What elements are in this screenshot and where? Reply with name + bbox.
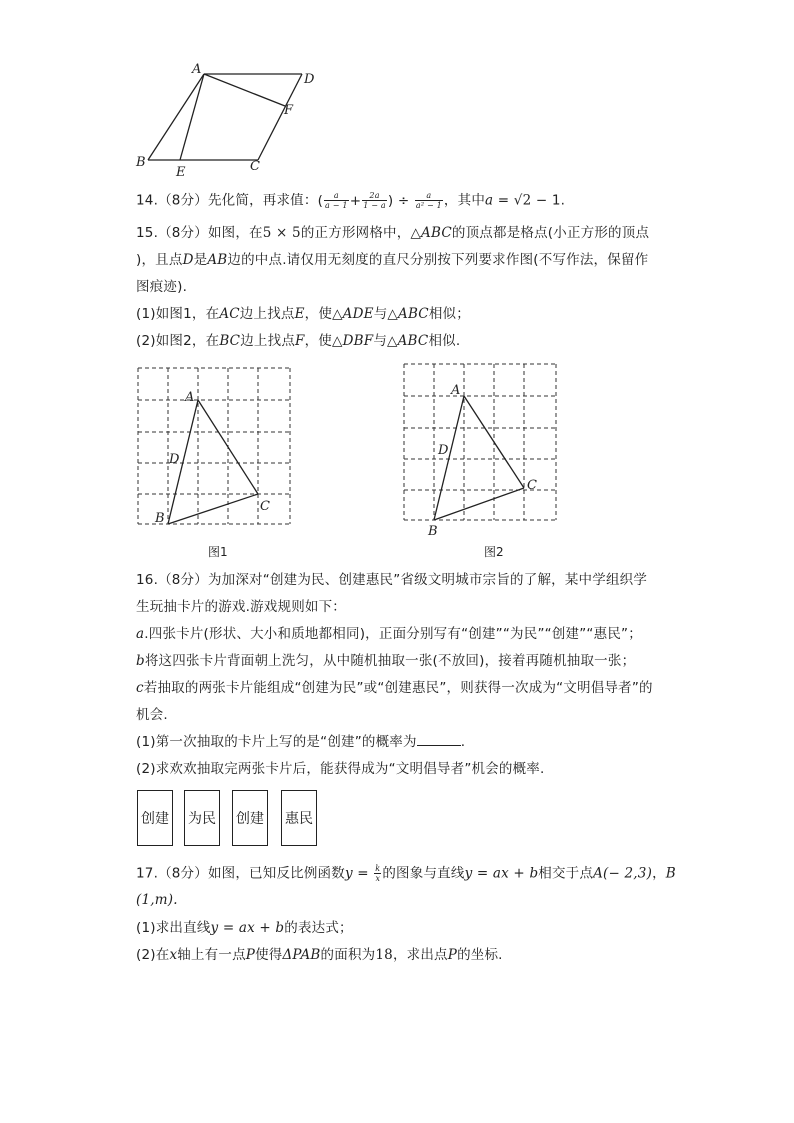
card-2: 为民 <box>184 790 220 846</box>
figure-1-grid <box>130 362 300 537</box>
question-17-part2: (2)在x轴上有一点P使得ΔPAB的面积为18，求出点P的坐标. <box>136 947 503 963</box>
fig2-label-D: D <box>438 443 449 458</box>
question-15-part2: (2)如图2，在BC边上找点F，使△DBF与△ABC相似. <box>136 333 461 349</box>
question-15-line1: 15.（8分）如图，在5 × 5的正方形网格中，△ABC的顶点都是格点(小正方形的顶点 <box>136 225 650 241</box>
card-4: 惠民 <box>281 790 317 846</box>
fig2-label-A: A <box>451 383 461 398</box>
question-15-line3: 图痕迹). <box>136 279 188 295</box>
question-16-rule-a: a.四张卡片(形状、大小和质地都相同)，正面分别写有“创建”“为民”“创建”“惠民”； <box>136 626 642 642</box>
label-A: A <box>192 62 202 77</box>
question-16-rule-b: b将这四张卡片背面朝上洗匀，从中随机抽取一张(不放回)，接着再随机抽取一张； <box>136 653 636 669</box>
fig1-label-D: D <box>169 452 180 467</box>
figure-1-caption: 图1 <box>208 545 228 559</box>
q14-expression: ( $\frac{a}{a - 1}$ + $\frac{2a}{1 - a}$ ) ÷ $\frac{a}{\text{a² − 1}}$ <box>317 191 442 210</box>
card-1: 创建 <box>137 790 173 846</box>
label-C: C <box>250 159 260 174</box>
label-B: B <box>136 155 146 170</box>
answer-blank[interactable] <box>417 733 461 746</box>
figure-2-grid <box>396 358 566 538</box>
card-3: 创建 <box>232 790 268 846</box>
question-15-line2: )，且点D是AB边的中点.请仅用无刻度的直尺分别按下列要求作图(不写作法，保留作 <box>136 252 649 268</box>
label-F: F <box>284 103 294 118</box>
figure-2-caption: 图2 <box>484 545 504 559</box>
label-E: E <box>176 165 186 180</box>
fig1-label-C: C <box>260 499 270 514</box>
question-17-part1: (1)求出直线y = ax + b的表达式； <box>136 920 353 936</box>
question-17-line2: (1,m). <box>136 892 178 908</box>
question-17-line1: 17.（8分）如图，已知反比例函数y = $\frac{k}{x}$ 的图象与直线y = ax + b相交于点A(− 2,3)，B <box>136 864 676 883</box>
fig2-label-B: B <box>428 524 438 538</box>
question-16-part2: (2)求欢欢抽取完两张卡片后，能获得成为“文明倡导者”机会的概率. <box>136 761 545 777</box>
fig1-label-A: A <box>185 390 195 405</box>
question-16-line2: 生玩抽卡片的游戏.游戏规则如下： <box>136 599 346 615</box>
fig2-label-C: C <box>527 478 537 493</box>
fig1-label-B: B <box>155 511 165 526</box>
question-16-rule-c2: 机会. <box>136 707 168 723</box>
question-16-part1: (1)第一次抽取的卡片上写的是“创建”的概率为 . <box>136 734 466 750</box>
question-16-line1: 16.（8分）为加深对“创建为民、创建惠民”省级文明城市宗旨的了解，某中学组织学 <box>136 572 648 588</box>
label-D: D <box>304 72 315 87</box>
question-16-rule-c: c若抽取的两张卡片能组成“创建为民”或“创建惠民”，则获得一次成为“文明倡导者”的 <box>136 680 653 696</box>
parallelogram-figure <box>130 60 330 180</box>
question-15-part1: (1)如图1，在AC边上找点E，使△ADE与△ABC相似； <box>136 306 470 322</box>
question-14: 14.（8分）先化简，再求值：( $\frac{a}{a - 1}$ + $\frac{2a}{1 - a}$ ) ÷ $\frac{a}{\text{a² − 1}}$ ，其中a = √2 − 1. <box>136 191 566 210</box>
